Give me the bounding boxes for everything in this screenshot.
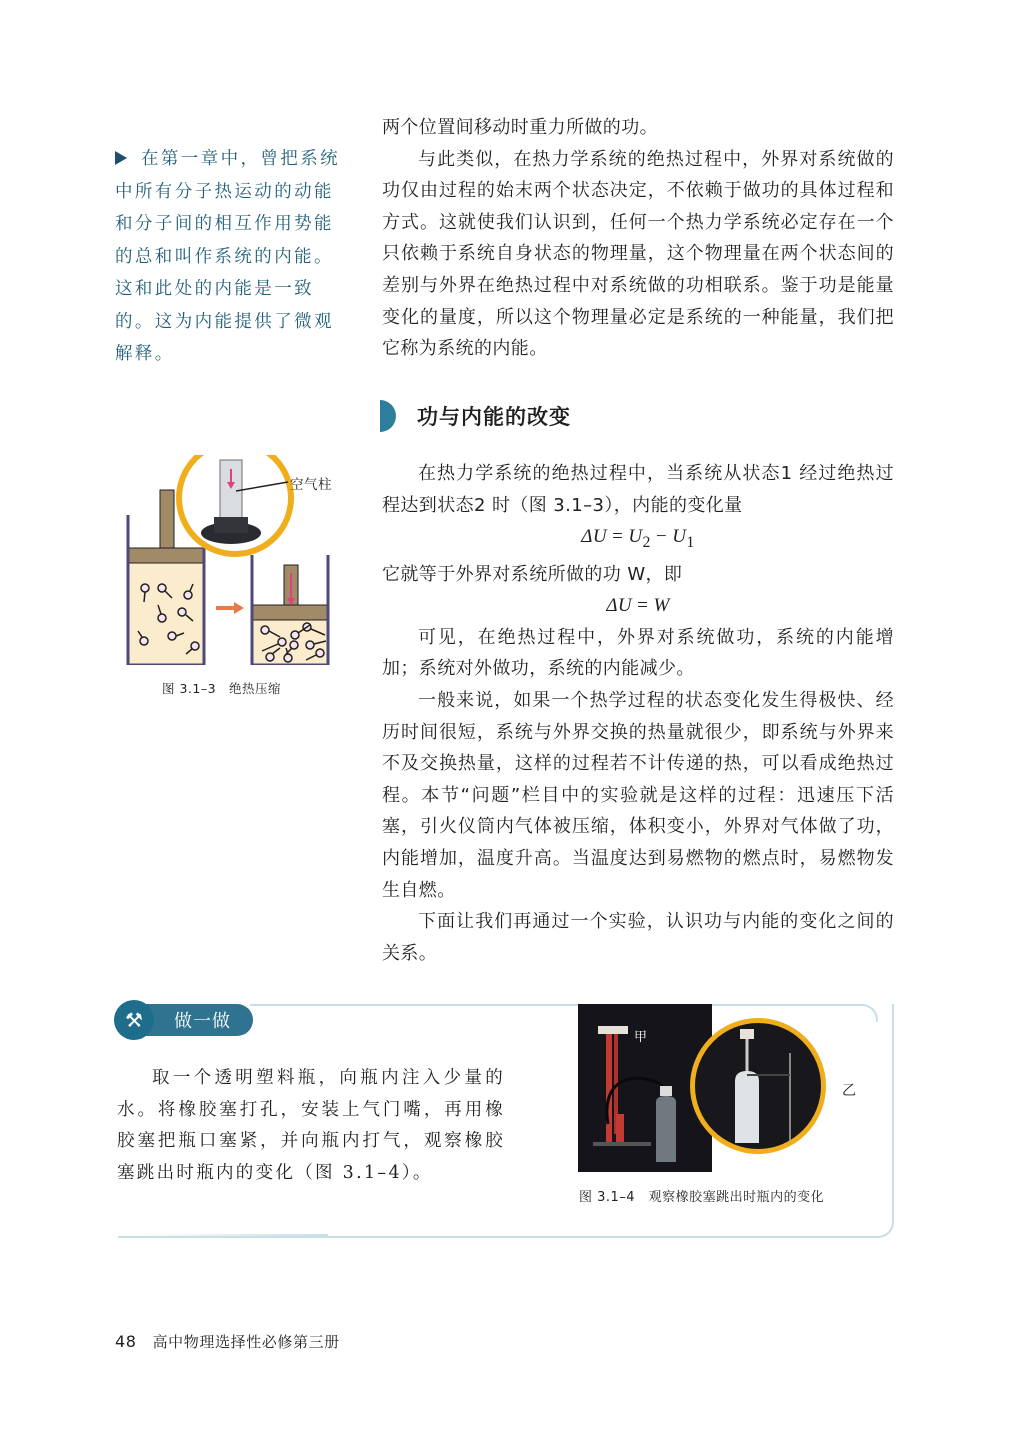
formula-delta-u-w bbox=[382, 590, 894, 622]
formula2-rhs: W bbox=[653, 595, 670, 617]
magnified-bottle-circle bbox=[690, 1018, 826, 1154]
formula-u2: U bbox=[628, 526, 643, 548]
formula-eq: = bbox=[612, 526, 624, 548]
activity-box-bottom-fade bbox=[128, 1234, 328, 1236]
activity-text: 取一个透明塑料瓶，向瓶内注入少量的水。将橡胶塞打孔，安装上气门嘴，再用橡胶塞把瓶口塞紧，并向瓶内打气，观察橡胶塞跳出时瓶内的变化（图 3.1–4）。 bbox=[117, 1068, 505, 1183]
formula-minus: − bbox=[656, 526, 668, 548]
formula-lhs: ΔU bbox=[581, 526, 607, 548]
figure-adiabatic-compression bbox=[120, 455, 350, 696]
paragraph-general: 一般来说，如果一个热学过程的状态变化发生得极快、经历时间很短，系统与外界交换的热量就很少，即系统与外界来不及交换热量，这样的过程若不计传递的热，可以看成绝热过程。本节“问题”栏目中的实验就是这样的过程：迅速压下活塞，引火仪筒内气体被压缩，体积变小，外界对气体做了功，内能增加，温度升高。当温度达到易燃物的燃点时，易燃物发生自燃。 bbox=[382, 689, 894, 901]
book-title: 高中物理选择性必修第三册 bbox=[152, 1333, 340, 1351]
paragraph-next-experiment: 下面让我们再通过一个实验，认识功与内能的变化之间的关系。 bbox=[382, 911, 894, 964]
label-jia: 甲 bbox=[634, 1030, 648, 1045]
label-air-column: 空气柱 bbox=[290, 477, 332, 493]
formula-sub-1: 1 bbox=[686, 533, 695, 551]
activity-instructions bbox=[117, 1063, 505, 1189]
formula2-eq: = bbox=[637, 595, 649, 617]
paragraph-continued: 两个位置间移动时重力所做的功。 bbox=[382, 117, 658, 138]
section-marker-icon bbox=[380, 400, 396, 432]
sidebar-note bbox=[115, 143, 347, 371]
formula-delta-u bbox=[382, 521, 894, 558]
main-text-upper bbox=[382, 112, 894, 365]
foggy-bottle-icon bbox=[695, 1023, 821, 1149]
main-text-lower bbox=[382, 458, 894, 969]
activity-title: 做一做 bbox=[146, 1004, 253, 1036]
figure-3-1-4-caption: 图 3.1–4 观察橡胶塞跳出时瓶内的变化 bbox=[579, 1190, 825, 1205]
page-number: 48 bbox=[115, 1332, 137, 1351]
triangle-marker-icon bbox=[115, 151, 127, 165]
activity-header bbox=[114, 1000, 253, 1040]
paragraph-internal-energy: 与此类似，在热力学系统的绝热过程中，外界对系统做的功仅由过程的始末两个状态决定，不依赖于做功的具体过程和方式。这就使我们认识到，任何一个热力学系统必定存在一个只依赖于系统自身状态的物理量，这个物理量在两个状态间的差别与外界在绝热过程中对系统做的功相联系。鉴于功是能量变化的量度，所以这个物理量必定是系统的一种能量，我们把它称为系统的内能。 bbox=[382, 148, 894, 360]
section-title: 功与内能的改变 bbox=[417, 405, 571, 429]
formula2-lhs: ΔU bbox=[606, 595, 632, 617]
sidebar-note-text: 在第一章中，曾把系统中所有分子热运动的动能和分子间的相互作用势能的总和叫作系统的内能。这和此处的内能是一致的。这为内能提供了微观解释。 bbox=[115, 149, 340, 364]
formula-u1: U bbox=[672, 526, 687, 548]
formula-sub-2: 2 bbox=[642, 533, 651, 551]
paragraph-equals-work: 它就等于外界对系统所做的功 W，即 bbox=[382, 563, 683, 585]
label-yi: 乙 bbox=[842, 1083, 856, 1099]
tool-icon: ⚒ bbox=[114, 1000, 154, 1040]
page-footer bbox=[115, 1331, 340, 1352]
paragraph-adiabatic: 在热力学系统的绝热过程中，当系统从状态1 经过绝热过程达到状态2 时（图 3.1–3），内能的变化量 bbox=[382, 463, 894, 516]
paragraph-conclusion: 可见，在绝热过程中，外界对系统做功，系统的内能增加；系统对外做功，系统的内能减少。 bbox=[382, 626, 894, 680]
section-heading bbox=[380, 398, 571, 434]
figure-3-1-3-caption: 图 3.1–3 绝热压缩 bbox=[162, 681, 282, 696]
